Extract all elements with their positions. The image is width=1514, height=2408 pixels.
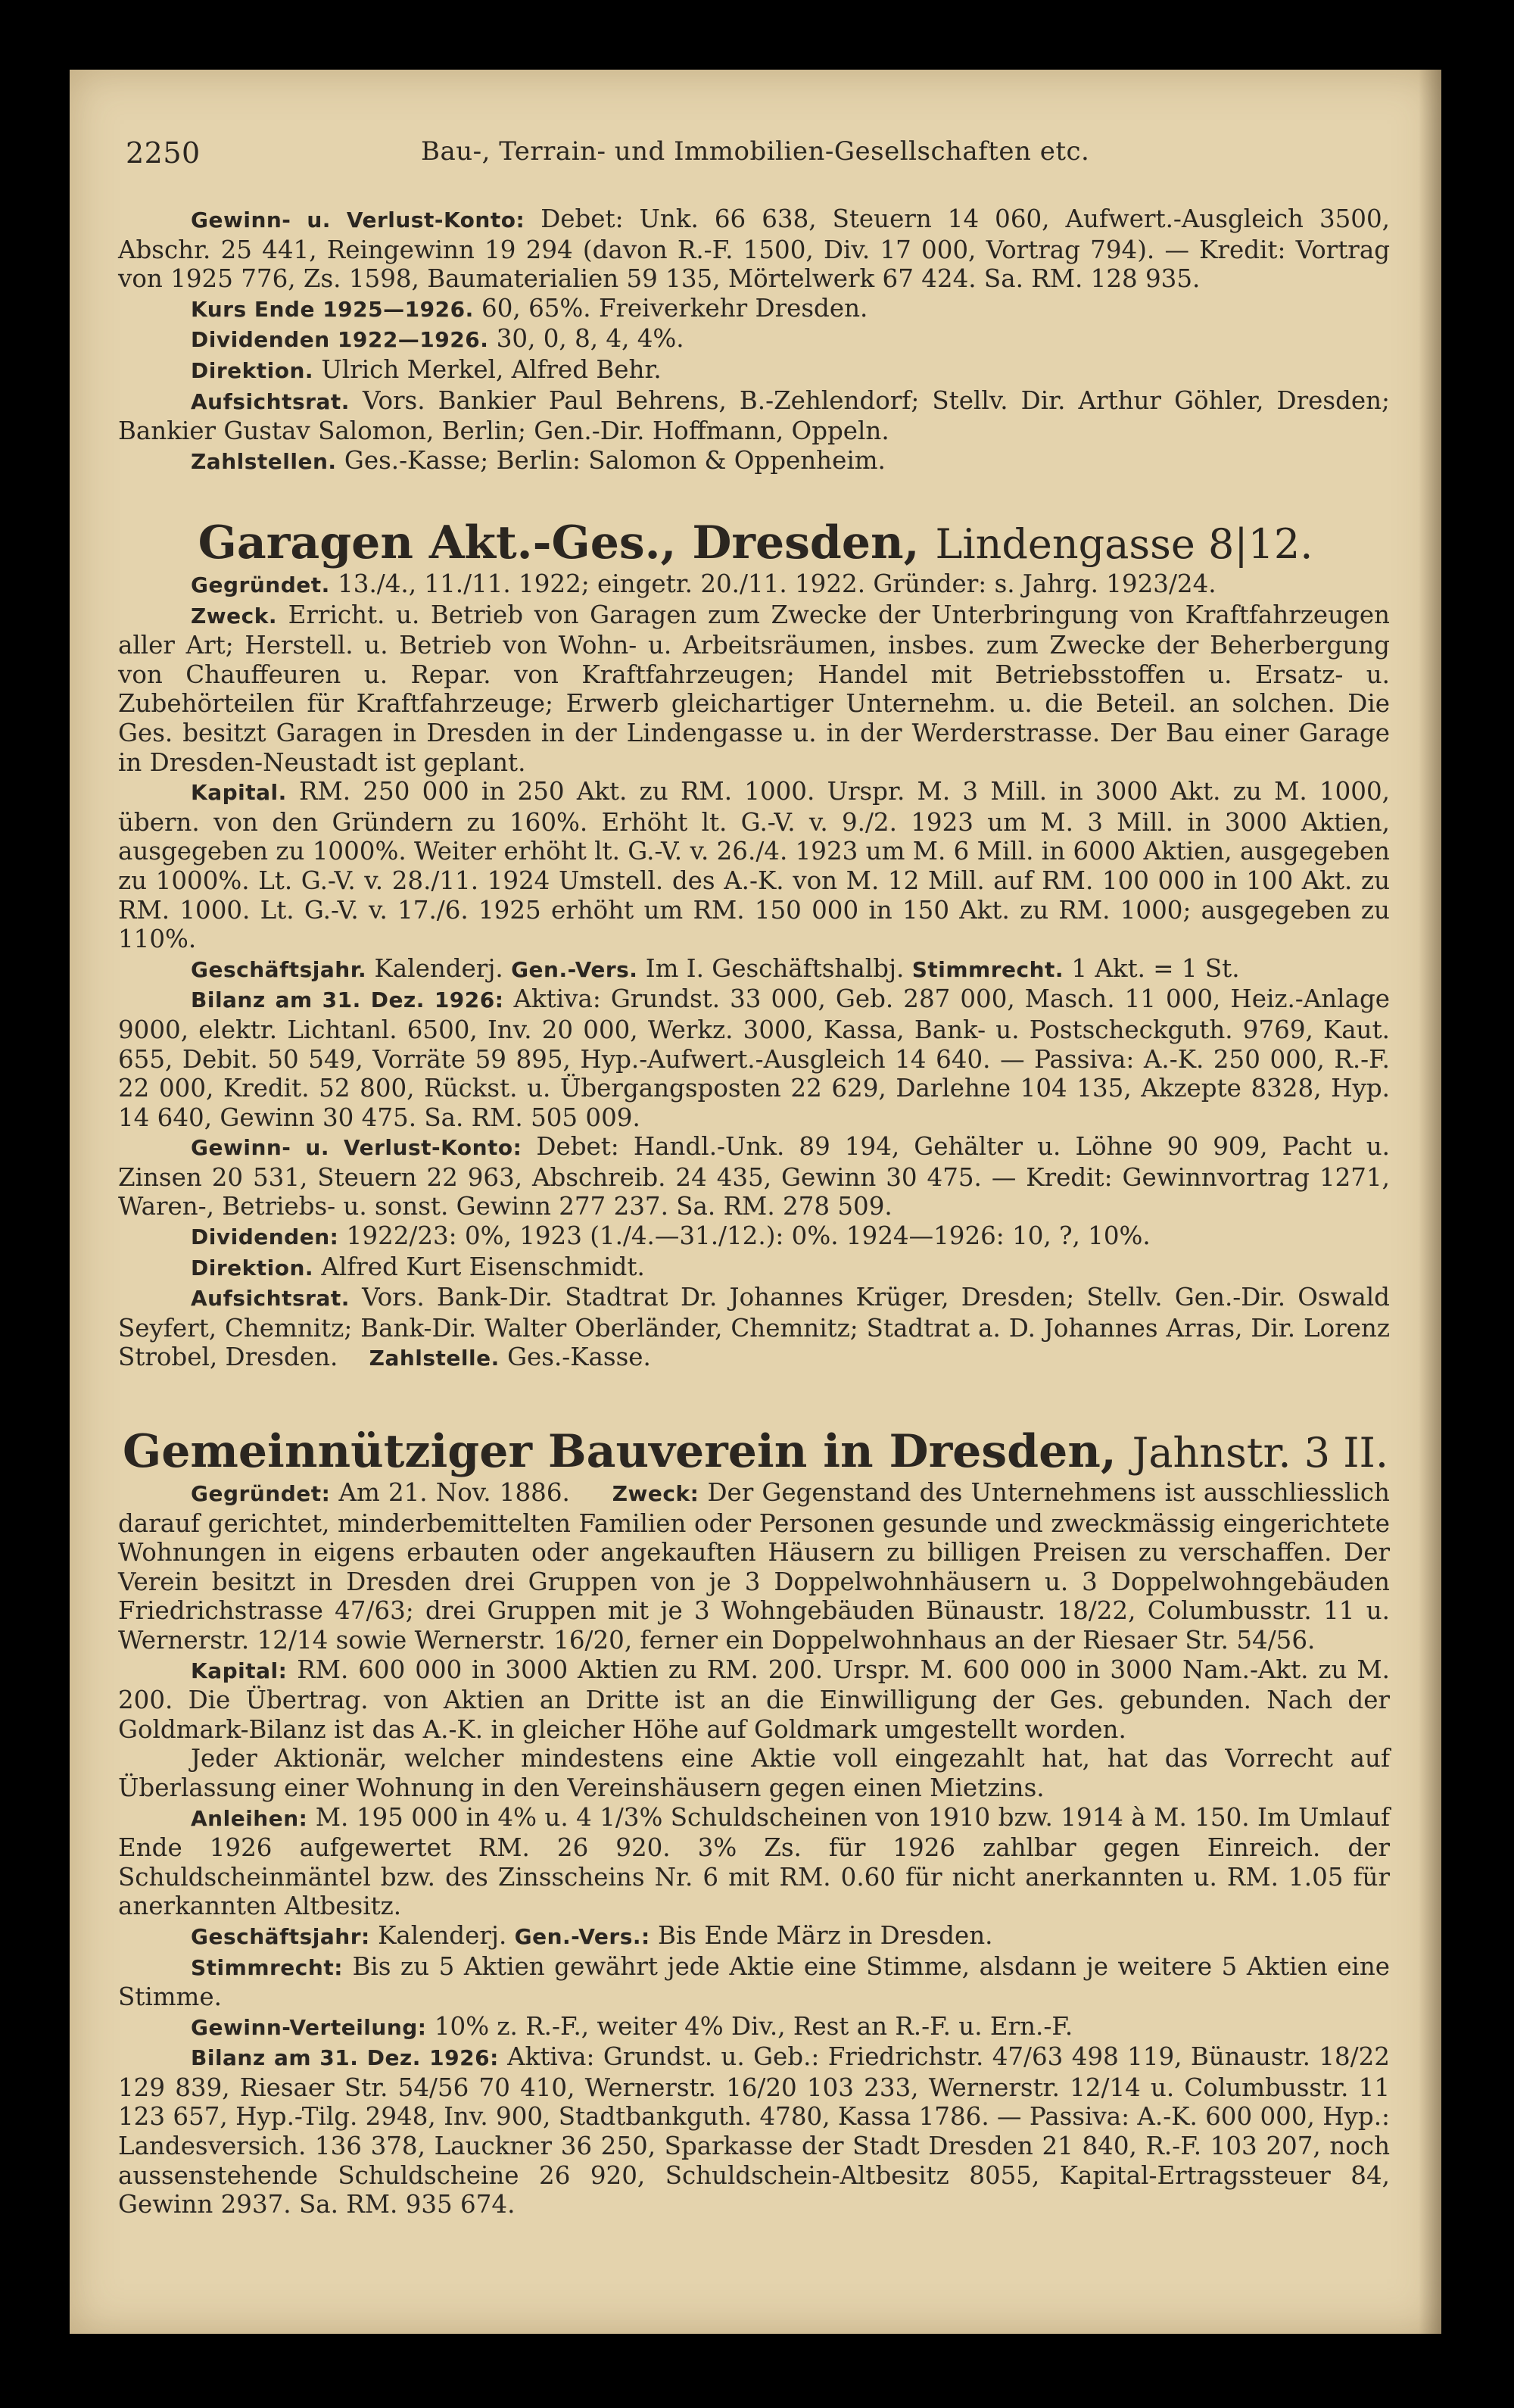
label: Bilanz am 31. Dez. 1926: [191,987,504,1013]
label: Direktion. [191,1255,314,1280]
text: Bis zu 5 Aktien gewährt jede Aktie eine Stimme, alsdann je weitere 5 Aktien eine Stimme. [118,1951,1390,2012]
garagen-bilanz-paragraph [118,984,1390,1132]
prev-direktion-paragraph [118,355,1390,386]
prev-gewinn-paragraph [118,204,1390,294]
company-title-garagen [70,516,1441,569]
text: Debet: Unk. 66 638, Steuern 14 060, Aufwert.-Ausgleich 3500, Abschr. 25 441, Reingewinn 19 294 (davon R.-F. 1500, Div. 17 000, Vortrag 794). — Kredit: Vortrag von 1925 776, Zs. 1598, Baumaterialien 59 135, Mörtelwerk 67 424. Sa. RM. 128 935. [118,204,1390,294]
garagen-kapital-paragraph [118,777,1390,954]
text: 13./4., 11./11. 1922; eingetr. 20./11. 1922. Gründer: s. Jahrg. 1923/24. [338,569,1216,598]
label: Kapital. [191,780,287,806]
label: Gewinn- u. Verlust-Konto: [191,207,525,232]
document-page [70,70,1441,2334]
text: Ulrich Merkel, Alfred Behr. [321,354,662,384]
label: Gegründet: [191,1481,331,1506]
label: Dividenden 1922—1926. [191,327,489,353]
label: Aufsichtsrat. [191,388,350,414]
text: Kalenderj. [374,953,503,983]
bauverein-geschaeftsjahr-paragraph [118,1921,1390,1952]
text: Vors. Bank-Dir. Stadtrat Dr. Johannes Krüger, Dresden; Stellv. Gen.-Dir. Oswald Seyfert, Chemnitz; Bank-Dir. Walter Oberländer, Chemnitz; Stadtrat a. D. Johannes Arras, Dir. Lorenz Strobel, Dresden. [118,1283,1390,1372]
bauverein-gegruendet-paragraph [118,1478,1390,1655]
garagen-direktion-paragraph [118,1252,1390,1284]
text: Der Gegenstand des Unternehmens ist ausschliesslich darauf gerichtet, minderbemittelten Familien oder Personen gesunde und zweckmässig eingerichtete Wohnungen in eigens erbauten oder angekauften Häusern zu billigen Preisen zu verschaffen. Der Verein besitzt in Dresden drei Gruppen von je 3 Doppelwohnhäusern u. 3 Doppelwohngebäuden Friedrichstrasse 47/63; drei Gruppen mit je 3 Wohngebäuden Bünaustr. 18/22, Columbusstr. 11 u. Wernerstr. 12/14 sowie Wernerstr. 16/20, ferner ein Doppelwohnhaus an der Riesaer Str. 54/56. [118,1478,1390,1655]
text: 30, 0, 8, 4, 4%. [496,324,684,354]
text: RM. 250 000 in 250 Akt. zu RM. 1000. Urspr. M. 3 Mill. in 3000 Akt. zu M. 1000, übern. von den Gründern zu 160%. Erhöht lt. G.-V. v. 9./2. 1923 um M. 3 Mill. in 3000 Aktien, ausgegeben zu 1000%. Weiter erhöht lt. G.-V. v. 26./4. 1923 um M. 6 Mill. in 6000 Aktien, ausgegeben zu 1000%. Lt. G.-V. v. 28./11. 1924 Umstell. des A.-K. von M. 12 Mill. auf RM. 100 000 in 100 Akt. zu RM. 1000. Lt. G.-V. v. 17./6. 1925 erhöht um RM. 150 000 in 150 Akt. zu RM. 1000; ausgegeben zu 110%. [118,777,1390,954]
label: Direktion. [191,357,314,383]
text: Jeder Aktionär, welcher mindestens eine Aktie voll eingezahlt hat, hat das Vorrecht auf Überlassung einer Wohnung in den Vereinshäusern gegen einen Mietzins. [118,1744,1390,1802]
text: Aktiva: Grundst. u. Geb.: Friedrichstr. 47/63 498 119, Bünaustr. 18/22 129 839, Riesaer Str. 54/56 70 410, Wernerstr. 16/20 103 233, Wernerstr. 12/14 u. Columbusstr. 11 123 657, Hyp.-Tilg. 2948, Inv. 900, Stadtbankguth. 4780, Kassa 1786. — Passiva: A.-K. 600 000, Hyp.: Landesversich. 136 378, Lauckner 36 250, Sparkasse der Stadt Dresden 21 840, R.-F. 103 207, noch aussenstehende Schuldscheine 26 920, Schuldschein-Altbesitz 8055, Kapital-Ertragssteuer 84, Gewinn 2937. Sa. RM. 935 674. [118,2042,1390,2219]
company-name: Gemeinnütziger Bauverein in Dresden, [122,1425,1117,1478]
text: Kalenderj. [378,1920,507,1950]
text: Aktiva: Grundst. 33 000, Geb. 287 000, Masch. 11 000, Heiz.-Anlage 9000, elektr. Lichtanl. 6500, Inv. 20 000, Werkz. 3000, Kassa, Bank- u. Postscheckguth. 9769, Kaut. 655, Debit. 50 549, Vorräte 59 895, Hyp.-Aufwert.-Ausgleich 14 640. — Passiva: A.-K. 250 000, R.-F. 22 000, Kredit. 52 800, Rückst. u. Übergangsposten 22 629, Darlehne 104 135, Akzepte 8328, Hyp. 14 640, Gewinn 30 475. Sa. RM. 505 009. [118,984,1390,1132]
label: Gewinn- u. Verlust-Konto: [191,1135,522,1161]
company-address: Jahnstr. 3 II. [1132,1429,1389,1477]
garagen-aufsichtsrat-paragraph [118,1283,1390,1374]
running-title: Bau-, Terrain- und Immobilien-Gesellschaften etc. [421,136,1090,167]
bauverein-entry [118,1478,1390,2219]
company-name: Garagen Akt.-Ges., Dresden, [198,516,920,569]
label: Gegründet. [191,572,330,597]
label: Gen.-Vers. [511,956,638,982]
garagen-zweck-paragraph [118,600,1390,778]
text: Im I. Geschäftshalbj. [645,953,905,983]
text: Ges.-Kasse. [507,1343,651,1372]
bauverein-kapital-paragraph [118,1655,1390,1745]
label: Anleihen: [191,1805,308,1831]
text: Bis Ende März in Dresden. [658,1920,993,1950]
text: Erricht. u. Betrieb von Garagen zum Zwecke der Unterbringung von Kraftfahrzeugen aller Art; Herstell. u. Betrieb von Wohn- u. Arbeitsräumen, insbes. zum Zwecke der Beherbergung von Chauffeuren u. Repar. von Kraftfahrzeugen; Handel mit Betriebsstoffen u. Ersatz- u. Zubehörteilen für Kraftfahrzeuge; Erwerb gleichartiger Unternehm. u. die Beteil. an solchen. Die Ges. besitzt Garagen in Dresden in der Lindengasse u. in der Werderstrasse. Der Bau einer Garage in Dresden-Neustadt ist geplant. [118,600,1390,777]
company-title-bauverein [70,1425,1441,1478]
label: Geschäftsjahr. [191,956,367,982]
prev-kurs-paragraph [118,294,1390,325]
text: M. 195 000 in 4% u. 4 1/3% Schuldscheinen von 1910 bzw. 1914 à M. 150. Im Umlauf Ende 1926 aufgewertet RM. 26 920. 3% Zs. für 1926 zahlbar gegen Einreich. der Schuldscheinmäntel bzw. des Zinsscheins Nr. 6 mit RM. 0.60 für nicht anerkannten u. RM. 1.05 für anerkannten Altbesitz. [118,1802,1390,1921]
label: Kurs Ende 1925—1926. [191,296,474,322]
garagen-entry [118,569,1390,1374]
garagen-gewinn-paragraph [118,1132,1390,1221]
garagen-dividenden-paragraph [118,1221,1390,1252]
bauverein-kapital-paragraph-2 [118,1744,1390,1802]
label: Geschäftsjahr: [191,1923,370,1949]
text: Vors. Bankier Paul Behrens, B.-Zehlendorf; Stellv. Dir. Arthur Göhler, Dresden; Bankier Gustav Salomon, Berlin; Gen.-Dir. Hoffmann, Oppeln. [118,385,1390,446]
text: Am 21. Nov. 1886. [338,1478,570,1507]
garagen-geschaeftsjahr-paragraph [118,954,1390,985]
text: 1 Akt. = 1 St. [1071,953,1240,983]
label: Zahlstellen. [191,448,337,474]
bauverein-gewinnverteilung-paragraph [118,2012,1390,2043]
label: Zahlstelle. [369,1346,500,1371]
page-number: 2250 [126,136,201,170]
label: Aufsichtsrat. [191,1286,350,1312]
text: RM. 600 000 in 3000 Aktien zu RM. 200. Urspr. M. 600 000 in 3000 Nam.-Akt. zu M. 200. Die Übertrag. von Aktien an Dritte ist an die Einwilligung der Ges. gebunden. Nach der Goldmark-Bilanz ist das A.-K. in gleicher Höhe auf Goldmark umgestellt worden. [118,1655,1390,1744]
label: Gen.-Vers.: [514,1923,650,1949]
prev-zahlstellen-paragraph [118,446,1390,477]
text: Debet: Handl.-Unk. 89 194, Gehälter u. Löhne 90 909, Pacht u. Zinsen 20 531, Steuern 22 963, Abschreib. 24 435, Gewinn 30 475. — Kredit: Gewinnvortrag 1271, Waren-, Betriebs- u. sonst. Gewinn 277 237. Sa. RM. 278 509. [118,1132,1390,1221]
label: Stimmrecht: [191,1954,343,1980]
garagen-gegruendet-paragraph [118,569,1390,600]
label: Zweck. [191,603,278,629]
label: Bilanz am 31. Dez. 1926: [191,2045,499,2071]
text: 10% z. R.-F., weiter 4% Div., Rest an R.-F. u. Ern.-F. [434,2011,1073,2041]
text: 1922/23: 0%, 1923 (1./4.—31./12.): 0%. 1924—1926: 10, ?, 10%. [346,1221,1151,1251]
label: Gewinn-Verteilung: [191,2014,427,2040]
label: Stimmrecht. [911,956,1064,982]
prev-entry [118,204,1390,476]
text: 60, 65%. Freiverkehr Dresden. [481,293,868,323]
label: Kapital: [191,1658,288,1683]
prev-aufsichtsrat-paragraph [118,386,1390,446]
text: Alfred Kurt Eisenschmidt. [321,1252,645,1281]
label: Zweck: [612,1481,699,1506]
bauverein-stimmrecht-paragraph [118,1952,1390,2012]
prev-dividenden-paragraph [118,324,1390,355]
company-address: Lindengasse 8|12. [935,520,1313,568]
text: Ges.-Kasse; Berlin: Salomon & Oppenheim. [344,445,886,475]
bauverein-bilanz-paragraph [118,2042,1390,2219]
bauverein-anleihen-paragraph [118,1803,1390,1921]
label: Dividenden: [191,1224,339,1250]
